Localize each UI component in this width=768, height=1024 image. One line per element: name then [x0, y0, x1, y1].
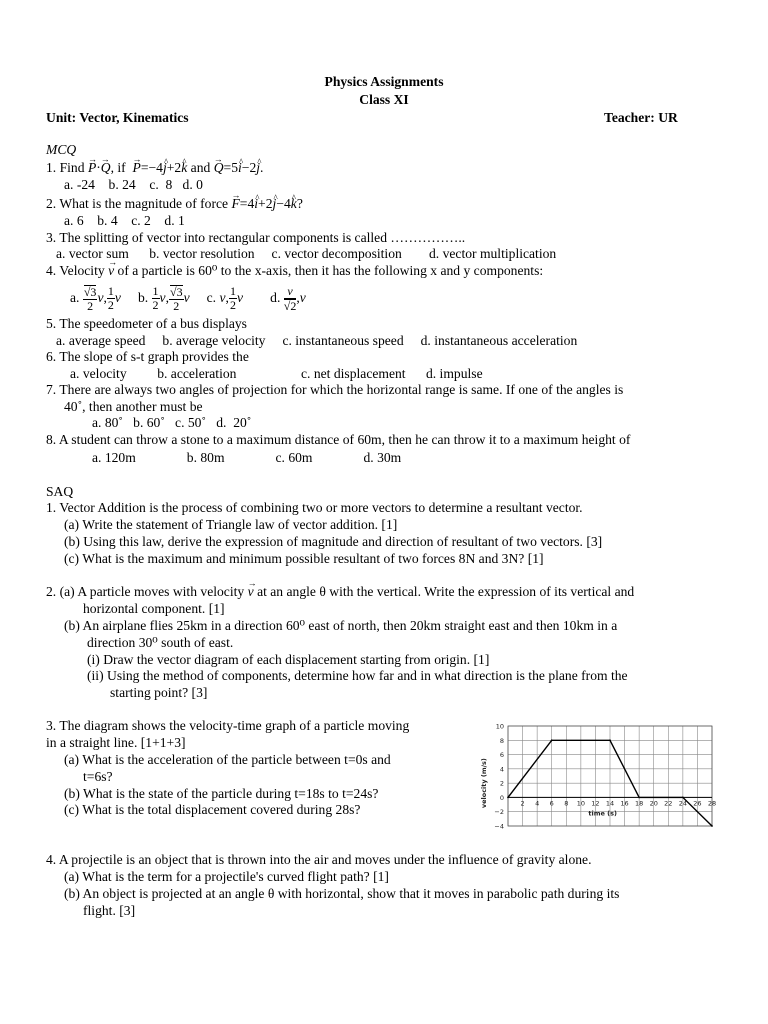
saq-q4-stem: 4. A projectile is an object that is thrown into the air and moves under the influence of gravity alone. — [46, 852, 592, 867]
saq-heading: SAQ — [46, 484, 74, 499]
mcq-heading: MCQ — [46, 142, 77, 157]
data-point — [682, 797, 684, 799]
saq-q3-a2: t=6s? — [83, 769, 113, 784]
mcq-q7-line2: 40˚, then another must be — [64, 399, 203, 414]
data-point — [551, 739, 553, 741]
x-tick-label: 18 — [635, 799, 644, 808]
saq-q1-a: (a) Write the statement of Triangle law of vector addition. [1] — [64, 517, 398, 532]
saq-q3-c: (c) What is the total displacement covered during 28s? — [64, 802, 361, 817]
teacher-label: Teacher: UR — [604, 110, 678, 125]
x-tick-label: 22 — [664, 799, 673, 808]
data-point — [711, 825, 713, 827]
x-tick-label: 28 — [707, 799, 717, 808]
x-axis-label: time (s) — [588, 809, 618, 818]
saq-q4-b1: (b) An object is projected at an angle θ with horizontal, show that it moves in parabolic path during its — [64, 886, 620, 901]
mcq-q3-options: a. vector sum b. vector resolution c. vector decomposition d. vector multiplication — [56, 246, 557, 261]
data-point — [507, 797, 509, 799]
y-tick-label: 2 — [499, 779, 504, 788]
y-tick-label: 10 — [495, 722, 504, 731]
mcq-q7-options: a. 80˚ b. 60˚ c. 50˚ d. 20˚ — [92, 415, 252, 430]
x-tick-label: 14 — [605, 799, 615, 808]
mcq-q5: 5. The speedometer of a bus displays — [46, 316, 247, 331]
x-tick-label: 4 — [535, 799, 540, 808]
saq-q4-a: (a) What is the term for a projectile's curved flight path? [1] — [64, 869, 389, 884]
y-tick-label: −4 — [494, 822, 504, 830]
mcq-q2: 2. What is the magnitude of force → F=4^ i+2^ j−4^ k? — [46, 196, 303, 213]
mcq-q6: 6. The slope of s-t graph provides the — [46, 349, 249, 364]
data-point — [638, 797, 640, 799]
y-tick-label: 8 — [499, 736, 504, 745]
class-label: Class XI — [359, 92, 409, 107]
saq-q2-b-line1: (b) An airplane flies 25km in a direction 60⁰ east of north, then 20km straight east and then 10km in a — [64, 618, 618, 633]
saq-q2-ii-line2: starting point? [3] — [110, 685, 208, 700]
saq-q2-b-line2: direction 30⁰ south of east. — [87, 635, 234, 650]
mcq-q1: 1. Find → P·→ Q, if → P=−4^ j+2^ k and → Q=5^ i−2^ j. — [46, 160, 263, 177]
mcq-q4: 4. Velocity → v of a particle is 60⁰ to the x-axis, then it has the following x and y components: — [46, 263, 543, 280]
saq-q1-b: (b) Using this law, derive the expression of magnitude and direction of resultant of two vectors. [3] — [64, 534, 603, 549]
mcq-q2-options: a. 6 b. 4 c. 2 d. 1 — [64, 213, 185, 228]
y-tick-label: 0 — [499, 793, 504, 802]
saq-q2-a-line2: horizontal component. [1] — [83, 601, 225, 616]
unit-label: Unit: Vector, Kinematics — [46, 110, 189, 125]
velocity-time-chart — [470, 718, 720, 830]
saq-q3-line1: 3. The diagram shows the velocity-time graph of a particle moving — [46, 718, 410, 733]
x-tick-label: 26 — [693, 799, 702, 808]
saq-q3-line2: in a straight line. [1+1+3] — [46, 735, 186, 750]
saq-q3-a1: (a) What is the acceleration of the particle between t=0s and — [64, 752, 391, 767]
y-tick-label: 6 — [499, 751, 504, 760]
x-tick-label: 16 — [620, 799, 629, 808]
mcq-q5-options: a. average speed b. average velocity c. instantaneous speed d. instantaneous acceleration — [56, 333, 578, 348]
mcq-q8-options: a. 120m b. 80m c. 60m d. 30m — [92, 450, 402, 465]
mcq-q4-options: a. $\frac{√3}{2}$ v, $\frac{1}{2}$ v b. $\frac{1}{2}$ v, $\frac{√3}{2}$ v c. v, $\frac{1}{2}$ v d. $\frac{v}{√2}$ ,v — [70, 283, 306, 313]
x-tick-label: 24 — [678, 799, 687, 808]
y-tick-label: −2 — [494, 808, 504, 817]
saq-q1-c: (c) What is the maximum and minimum possible resultant of two forces 8N and 3N? [1] — [64, 551, 544, 566]
saq-q4-b2: flight. [3] — [83, 903, 136, 918]
saq-q1-stem: 1. Vector Addition is the process of combining two or more vectors to determine a resultant vector. — [46, 500, 583, 515]
document-title: Physics Assignments — [324, 74, 444, 89]
mcq-q7-line1: 7. There are always two angles of projection for which the horizontal range is same. If one of the angles is — [46, 382, 624, 397]
x-tick-label: 20 — [649, 799, 658, 808]
x-tick-label: 2 — [520, 799, 525, 808]
mcq-q3: 3. The splitting of vector into rectangular components is called …………….. — [46, 230, 466, 245]
y-tick-label: 4 — [499, 765, 504, 774]
y-axis-label: velocity (m/s) — [480, 758, 488, 809]
x-tick-label: 6 — [549, 799, 554, 808]
saq-q2-a: 2. (a) A particle moves with velocity → v at an angle θ with the vertical. Write the expression of its vertical and — [46, 584, 634, 601]
saq-q2-ii-line1: (ii) Using the method of components, determine how far and in what direction is the plane from the — [87, 668, 628, 683]
data-point — [609, 739, 611, 741]
x-tick-label: 8 — [564, 799, 569, 808]
saq-q2-i: (i) Draw the vector diagram of each displacement starting from origin. [1] — [87, 652, 490, 667]
x-tick-label: 10 — [576, 799, 585, 808]
mcq-q6-options: a. velocity b. acceleration c. net displacement d. impulse — [70, 366, 483, 381]
saq-q3-b: (b) What is the state of the particle during t=18s to t=24s? — [64, 786, 379, 801]
mcq-q1-options: a. -24 b. 24 c. 8 d. 0 — [64, 177, 203, 192]
x-tick-label: 12 — [591, 799, 600, 808]
mcq-q8: 8. A student can throw a stone to a maximum distance of 60m, then he can throw it to a maximum height of — [46, 432, 631, 447]
